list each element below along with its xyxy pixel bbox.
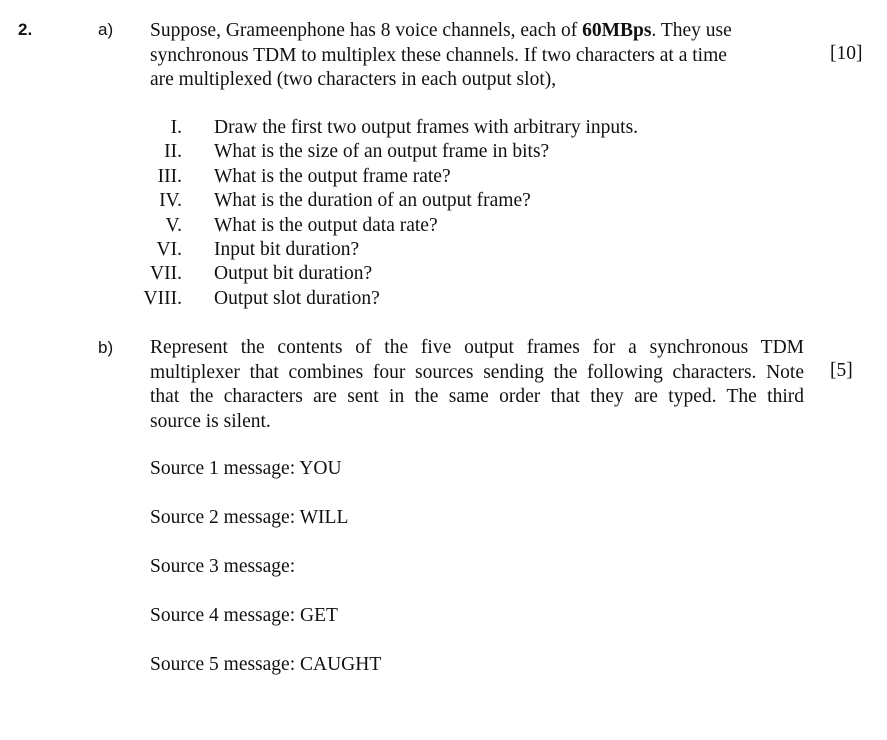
question-number: 2. bbox=[18, 20, 33, 39]
source-1-message: Source 1 message: YOU bbox=[150, 458, 342, 479]
part-b-line-3: that the characters are sent in the same order that they are typed. The third bbox=[150, 386, 804, 407]
subquestion-text: Output slot duration? bbox=[214, 287, 380, 309]
part-a-label: a) bbox=[98, 20, 114, 39]
subquestion-numeral: I. bbox=[170, 117, 182, 138]
subquestion-text: Input bit duration? bbox=[214, 239, 360, 261]
data-rate-emphasis: 60MBps bbox=[582, 20, 652, 41]
source-5-message: Source 5 message: CAUGHT bbox=[150, 654, 382, 675]
subquestion-text: What is the output data rate? bbox=[214, 214, 438, 236]
part-b-label: b) bbox=[98, 338, 114, 357]
subquestion-item bbox=[130, 238, 638, 262]
subquestion-item bbox=[130, 189, 638, 213]
subquestion-numeral: V. bbox=[165, 214, 182, 236]
source-4-message: Source 4 message: GET bbox=[150, 605, 338, 626]
part-a-line-1: Suppose, Grameenphone has 8 voice channels, each of 60MBps. They use bbox=[150, 20, 732, 41]
subquestion-numeral: IV. bbox=[159, 190, 182, 212]
subquestion-numeral: II. bbox=[164, 141, 182, 163]
subquestion-item bbox=[130, 165, 638, 189]
part-b-line-2: multiplexer that combines four sources sending the following characters. Note bbox=[150, 361, 804, 383]
subquestion-item bbox=[130, 140, 638, 164]
part-a-subquestions bbox=[130, 116, 638, 311]
subquestion-item bbox=[130, 214, 638, 238]
subquestion-item bbox=[130, 262, 638, 286]
part-b-marks: [5] bbox=[830, 360, 853, 381]
source-3-message: Source 3 message: bbox=[150, 556, 296, 577]
subquestion-numeral: VII. bbox=[150, 263, 182, 285]
part-a-marks: [10] bbox=[830, 43, 863, 64]
subquestion-numeral: VI. bbox=[156, 239, 182, 261]
subquestion-item bbox=[130, 287, 638, 311]
subquestion-text: What is the size of an output frame in bits? bbox=[214, 141, 550, 163]
part-b-intro bbox=[150, 336, 804, 434]
subquestion-text: What is the duration of an output frame? bbox=[214, 190, 531, 212]
subquestion-text: Draw the first two output frames with arbitrary inputs. bbox=[214, 117, 639, 138]
subquestion-text: What is the output frame rate? bbox=[214, 165, 451, 187]
subquestion-text: Output bit duration? bbox=[214, 263, 373, 285]
part-a-line-3: are multiplexed (two characters in each output slot), bbox=[150, 69, 557, 90]
subquestion-numeral: III. bbox=[157, 165, 182, 187]
part-a-intro bbox=[150, 19, 790, 93]
subquestion-numeral: VIII. bbox=[143, 287, 182, 309]
part-a-line-2: synchronous TDM to multiplex these channels. If two characters at a time bbox=[150, 44, 727, 66]
source-2-message: Source 2 message: WILL bbox=[150, 507, 349, 528]
subquestion-item bbox=[130, 116, 638, 140]
part-b-line-4: source is silent. bbox=[150, 410, 271, 432]
part-b-line-1: Represent the contents of the five output frames for a synchronous TDM bbox=[150, 337, 804, 358]
